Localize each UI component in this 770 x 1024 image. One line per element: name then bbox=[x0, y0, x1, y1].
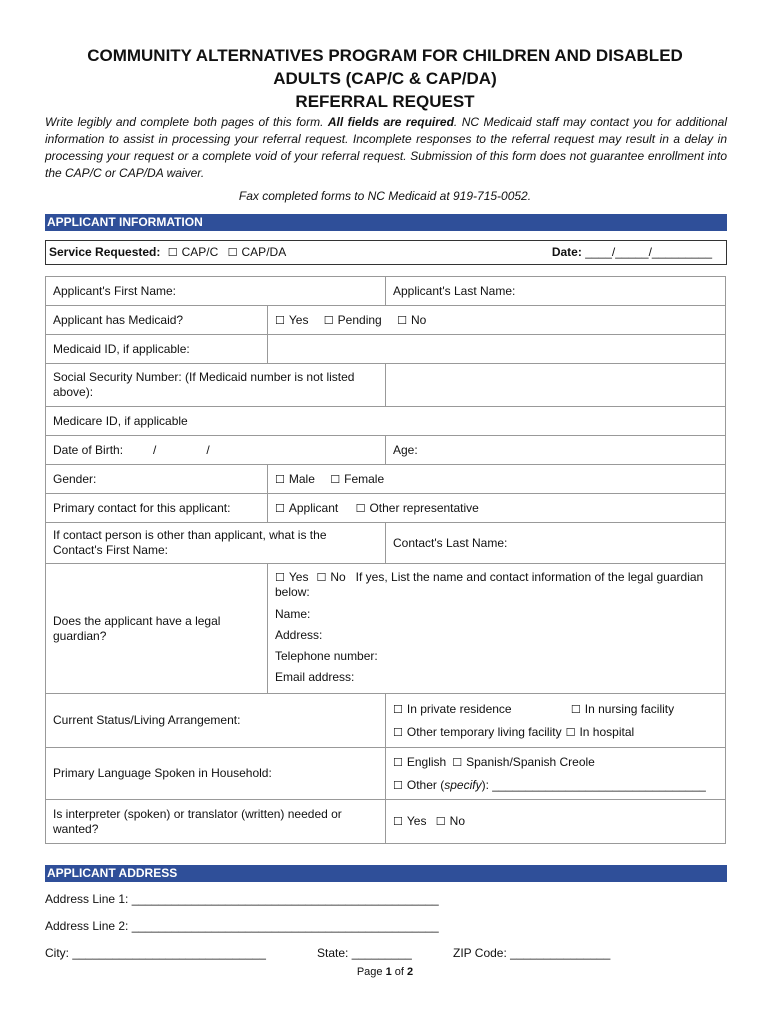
form-title bbox=[0, 44, 770, 113]
contact-applicant-checkbox[interactable]: ☐ bbox=[275, 501, 285, 515]
service-requested-row bbox=[45, 240, 727, 265]
applicant-info-table bbox=[45, 276, 726, 844]
required-notice: All fields are required bbox=[327, 115, 454, 129]
guardian-phone-field[interactable]: Telephone number: bbox=[275, 649, 378, 663]
ssn-label: Social Security Number: (If Medicaid number is not listed above): bbox=[46, 364, 386, 407]
title-line-3: REFERRAL REQUEST bbox=[295, 92, 475, 111]
guardian-name-field[interactable]: Name: bbox=[275, 607, 311, 621]
guardian-address-field[interactable]: Address: bbox=[275, 628, 323, 642]
medicaid-pending-checkbox[interactable]: ☐ bbox=[323, 313, 334, 327]
has-medicaid-label: Applicant has Medicaid? bbox=[46, 306, 268, 335]
contact-last-name-field[interactable]: Contact's Last Name: bbox=[386, 523, 726, 564]
nursing-facility-checkbox[interactable]: ☐ bbox=[570, 702, 581, 716]
medicaid-no-checkbox[interactable]: ☐ bbox=[397, 313, 407, 327]
service-requested-label: Service Requested: bbox=[49, 245, 161, 259]
zip-field[interactable]: ZIP Code: _______________ bbox=[453, 946, 611, 960]
section-applicant-information: APPLICANT INFORMATION bbox=[45, 214, 727, 231]
hospital-checkbox[interactable]: ☐ bbox=[565, 725, 576, 739]
interpreter-options: ☐ Yes ☐ No bbox=[386, 800, 726, 844]
last-name-field[interactable]: Applicant's Last Name: bbox=[386, 277, 726, 306]
temporary-facility-checkbox[interactable]: ☐ bbox=[393, 725, 403, 739]
guardian-email-field[interactable]: Email address: bbox=[275, 670, 355, 684]
spanish-checkbox[interactable]: ☐ bbox=[452, 755, 463, 769]
intro-paragraph: Write legibly and complete both pages of this form. All fields are required. NC Medicaid staff may contact you for additional information to assist in processing your referral request. Incomplete responses to the referral request may result in a delay in processing your request or a complete void of your referral request. Submission of this form does not guarantee enrollment into the CAP/C or CAP/DA waiver. bbox=[45, 115, 727, 180]
table-row bbox=[46, 800, 726, 844]
medicare-id-field[interactable]: Medicare ID, if applicable bbox=[46, 407, 726, 436]
interpreter-yes-checkbox[interactable]: ☐ bbox=[393, 815, 403, 828]
has-medicaid-options: ☐ Yes ☐ Pending ☐ No bbox=[268, 306, 726, 335]
dob-field[interactable]: Date of Birth: / / bbox=[46, 436, 386, 465]
section-applicant-address: APPLICANT ADDRESS bbox=[45, 865, 727, 882]
contact-other-checkbox[interactable]: ☐ bbox=[355, 501, 366, 515]
table-row bbox=[46, 335, 726, 364]
contact-first-name-field[interactable]: If contact person is other than applicant, what is the Contact's First Name: bbox=[46, 523, 386, 564]
interpreter-label: Is interpreter (spoken) or translator (written) needed or wanted? bbox=[46, 800, 386, 844]
table-row bbox=[46, 694, 726, 748]
capda-label: CAP/DA bbox=[241, 245, 287, 259]
medicaid-yes-checkbox[interactable]: ☐ bbox=[275, 313, 285, 327]
table-row bbox=[46, 748, 726, 800]
address-line-2-field[interactable]: Address Line 2: ______________________________________________ bbox=[45, 919, 439, 933]
private-residence-checkbox[interactable]: ☐ bbox=[393, 702, 403, 716]
gender-female-checkbox[interactable]: ☐ bbox=[330, 472, 341, 486]
living-arrangement-options: ☐ In private residence ☐ In nursing facility ☐ Other temporary living facility ☐ In hospital bbox=[386, 694, 726, 748]
guardian-details: ☐ Yes ☐ No If yes, List the name and contact information of the legal guardian below: Name: Address: Telephone number: Email address: bbox=[268, 564, 726, 694]
address-line-1-field[interactable]: Address Line 1: ______________________________________________ bbox=[45, 892, 439, 906]
table-row bbox=[46, 465, 726, 494]
page-number: Page 1 of 2 bbox=[356, 966, 414, 978]
table-row bbox=[46, 407, 726, 436]
language-options: ☐ English ☐ Spanish/Spanish Creole ☐ Other (specify): ________________________________ bbox=[386, 748, 726, 800]
capc-label: CAP/C bbox=[181, 245, 219, 259]
english-checkbox[interactable]: ☐ bbox=[393, 755, 403, 769]
capda-checkbox[interactable]: ☐ bbox=[227, 246, 238, 259]
gender-label: Gender: bbox=[46, 465, 268, 494]
ssn-field[interactable] bbox=[386, 364, 726, 407]
table-row bbox=[46, 523, 726, 564]
table-row bbox=[46, 564, 726, 694]
guardian-no-checkbox[interactable]: ☐ bbox=[316, 571, 327, 584]
living-arrangement-label: Current Status/Living Arrangement: bbox=[46, 694, 386, 748]
other-language-field[interactable]: ): ________________________________ bbox=[481, 777, 706, 792]
table-row bbox=[46, 364, 726, 407]
other-language-checkbox[interactable]: ☐ bbox=[393, 778, 403, 792]
language-label: Primary Language Spoken in Household: bbox=[46, 748, 386, 800]
date-field[interactable]: Date: ____/_____/_________ bbox=[551, 245, 712, 259]
table-row bbox=[46, 436, 726, 465]
city-field[interactable]: City: _____________________________ bbox=[45, 946, 266, 960]
capc-checkbox[interactable]: ☐ bbox=[167, 246, 178, 259]
state-field[interactable]: State: _________ bbox=[317, 946, 412, 960]
fax-instruction: Fax completed forms to NC Medicaid at 919-715-0052. bbox=[238, 189, 532, 203]
guardian-yes-checkbox[interactable]: ☐ bbox=[275, 571, 285, 584]
medicaid-id-label: Medicaid ID, if applicable: bbox=[46, 335, 268, 364]
interpreter-no-checkbox[interactable]: ☐ bbox=[435, 815, 446, 828]
gender-male-checkbox[interactable]: ☐ bbox=[275, 472, 285, 486]
first-name-field[interactable]: Applicant's First Name: bbox=[46, 277, 386, 306]
medicaid-id-field[interactable] bbox=[268, 335, 726, 364]
table-row bbox=[46, 277, 726, 306]
primary-contact-label: Primary contact for this applicant: bbox=[46, 494, 268, 523]
guardian-question: Does the applicant have a legal guardian? bbox=[46, 564, 268, 694]
age-field[interactable]: Age: bbox=[386, 436, 726, 465]
primary-contact-options: ☐ Applicant ☐ Other representative bbox=[268, 494, 726, 523]
title-line-2: ADULTS (CAP/C & CAP/DA) bbox=[273, 69, 497, 88]
title-line-1: COMMUNITY ALTERNATIVES PROGRAM FOR CHILDREN AND DISABLED bbox=[87, 46, 683, 65]
gender-options: ☐ Male ☐ Female bbox=[268, 465, 726, 494]
table-row bbox=[46, 494, 726, 523]
table-row bbox=[46, 306, 726, 335]
